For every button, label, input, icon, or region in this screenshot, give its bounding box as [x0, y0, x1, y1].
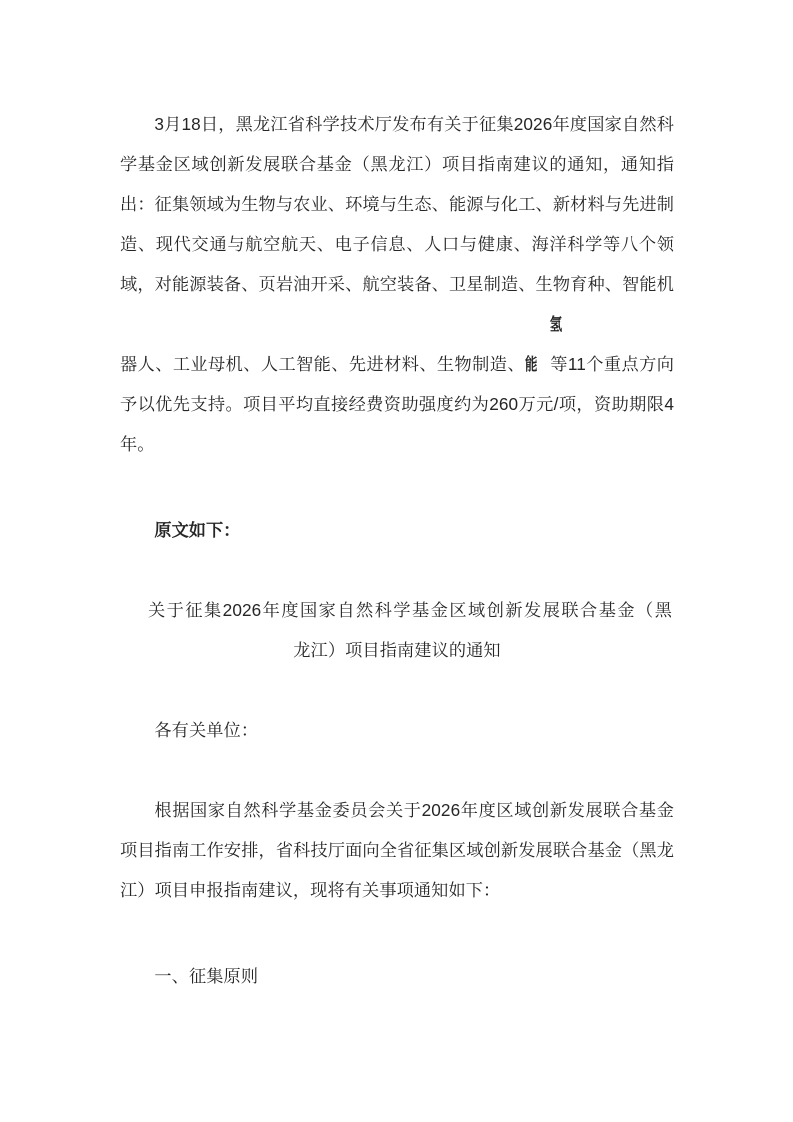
- summary-paragraph: [120, 104, 674, 464]
- spacer-after-label: [120, 550, 674, 590]
- document-content: [120, 104, 674, 996]
- section-heading-1: 一、征集原则: [154, 966, 259, 986]
- spacer-after-salutation: [120, 750, 674, 790]
- spacer-after-summary: [120, 464, 674, 510]
- notice-title: [120, 590, 674, 670]
- spacer-before-section: [120, 910, 674, 956]
- body-paragraph: 根据国家自然科学基金委员会关于2026年度区域创新发展联合基金项目指南工作安排，省科技厅面向全省征集区域创新发展联合基金（黑龙江）项目申报指南建议，现将有关事项通知如下：: [120, 800, 674, 900]
- summary-text-before: 3月18日，黑龙江省科学技术厅发布有关于征集2026年度国家自然科学基金区域创新发展联合基金（黑龙江）项目指南建议的通知，通知指出：征集领域为生物与农业、环境与生态、能源与化工、新材料与先进制造、现代交通与航空航天、电子信息、人口与健康、海洋科学等八个领域，对能源装备、页岩油开采、航空装备、卫星制造、生物育种、智能机器人、工业母机、人工智能、先进材料、生物制造、: [120, 114, 674, 374]
- spacer-after-title: [120, 670, 674, 710]
- original-text-label: 原文如下：: [154, 520, 241, 540]
- summary-highlight-term: 氢能: [524, 314, 562, 374]
- summary-text-after: 等11个重点方向予以优先支持。项目平均直接经费资助强度约为260万元/项，资助期限4年。: [120, 354, 674, 454]
- salutation: 各有关单位：: [154, 720, 259, 740]
- notice-title-line-2: 龙江）项目指南建议的通知: [293, 640, 501, 660]
- notice-title-line-1: 关于征集2026年度国家自然科学基金区域创新发展联合基金（黑: [148, 600, 672, 620]
